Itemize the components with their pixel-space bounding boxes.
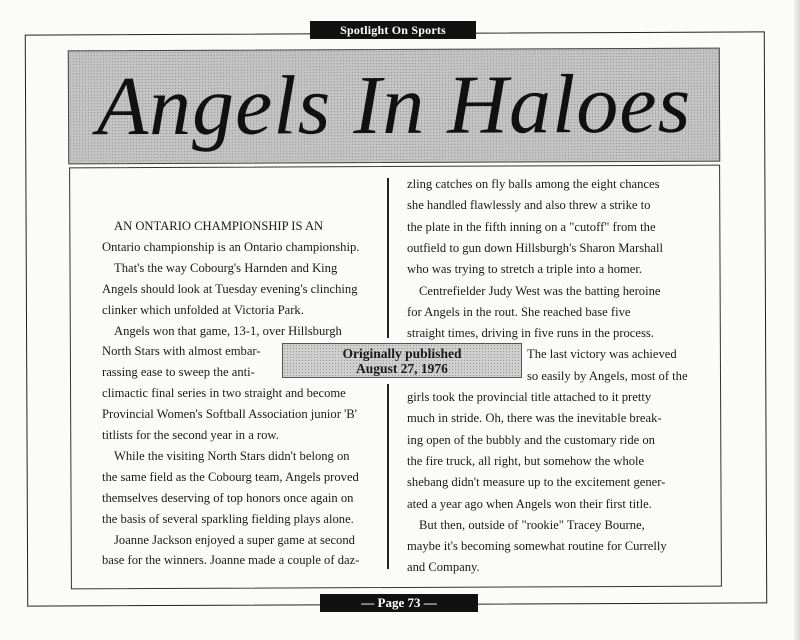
text-line: clinker which unfolded at Victoria Park. [102, 302, 304, 317]
article-title: Angels In Haloes [96, 57, 692, 154]
text-line: AN ONTARIO CHAMPIONSHIP IS AN [114, 219, 324, 233]
text-line: maybe it's becoming somewhat routine for Currelly [407, 539, 667, 554]
text-line: and Company. [407, 560, 480, 575]
text-line: base for the winners. Joanne made a couple of daz- [102, 553, 360, 568]
column-divider-bottom [387, 384, 389, 569]
callout-line-2: August 27, 1976 [356, 361, 448, 376]
text-line: Provincial Women's Softball Association junior 'B' [102, 407, 357, 422]
callout-line-1: Originally published [342, 346, 462, 361]
page-number: — Page 73 — [320, 594, 478, 612]
section-header: Spotlight On Sports [310, 21, 476, 39]
title-banner [68, 48, 720, 165]
text-line: ing open of the bubbly and the customary ride on [407, 432, 655, 447]
text-line: climactic final series in two straight and become [102, 386, 346, 401]
text-line: outfield to gun down Hillsburgh's Sharon Marshall [407, 240, 663, 255]
text-line: titlists for the second year in a row. [102, 428, 279, 442]
text-line: themselves deserving of top honors once again on [102, 490, 354, 505]
text-line: straight times, driving in five runs in the process. [407, 326, 654, 341]
text-line: the same field as the Cobourg team, Angels proved [102, 469, 359, 484]
text-line: girls took the provincial title attached to it pretty [407, 390, 652, 404]
text-line: for Angels in the rout. She reached base five [407, 304, 631, 319]
text-line: But then, outside of "rookie" Tracey Bourne, [419, 517, 645, 532]
text-line: Angels won that game, 13-1, over Hillsburgh [114, 323, 342, 338]
text-line: Ontario championship is an Ontario championship. [102, 239, 360, 254]
text-line: Centrefielder Judy West was the batting heroine [419, 283, 661, 298]
text-line: North Stars with almost embar- [102, 344, 261, 359]
publication-date-callout [282, 343, 522, 378]
text-line: who was trying to stretch a triple into a homer. [407, 262, 643, 277]
text-line: the plate in the fifth inning on a "cutoff" from the [407, 219, 656, 234]
text-line: zling catches on fly balls among the eight chances [407, 177, 660, 191]
text-line: so easily by Angels, most of the [527, 368, 688, 383]
text-line: Angels should look at Tuesday evening's clinching [102, 281, 358, 296]
scan-edge [794, 0, 800, 640]
text-line: That's the way Cobourg's Harnden and King [114, 260, 338, 275]
text-line: the basis of several sparkling fielding plays alone. [102, 511, 354, 526]
text-line: she handled flawlessly and also threw a strike to [407, 198, 651, 213]
text-line: much in stride. Oh, there was the inevitable break- [407, 411, 662, 426]
text-line: rassing ease to sweep the anti- [102, 365, 255, 380]
text-line: shebang didn't measure up to the excitement gener- [407, 475, 666, 490]
column-divider-top [387, 178, 389, 338]
text-line: Joanne Jackson enjoyed a super game at second [114, 532, 355, 547]
text-line: ated a year ago when Angels won their first title. [407, 496, 652, 511]
text-line: The last victory was achieved [527, 347, 677, 362]
text-line: While the visiting North Stars didn't belong on [114, 448, 350, 463]
text-line: the fire truck, all right, but somehow the whole [407, 453, 645, 468]
